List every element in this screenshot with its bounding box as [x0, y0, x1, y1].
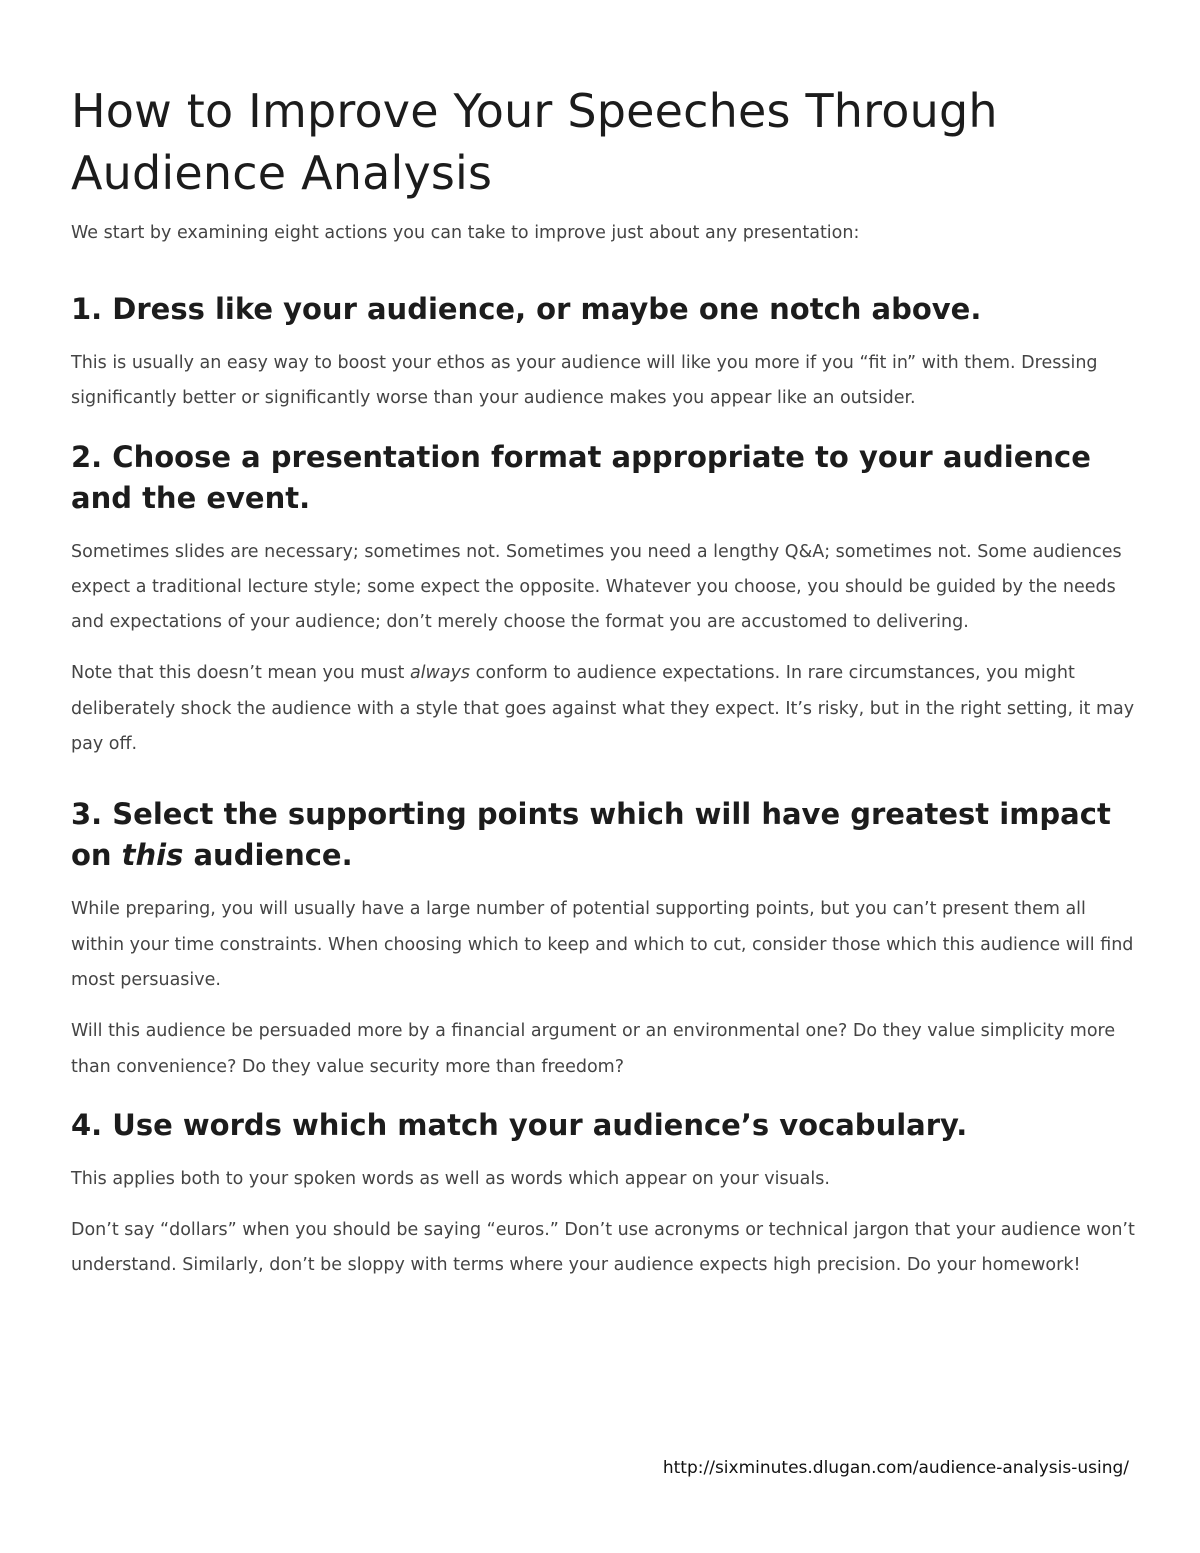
page-title: How to Improve Your Speeches Through Audience Analysis [71, 84, 998, 200]
section-1 [71, 289, 1141, 417]
intro-paragraph: We start by examining eight actions you can take to improve just about any presentation: [71, 223, 860, 243]
section-1-heading: 1. Dress like your audience, or maybe one notch above. [71, 292, 982, 326]
section-3-paragraph-2: Will this audience be persuaded more by a financial argument or an environmental one? Do they value simplicity more than convenience? Do they value security more than freedom? [71, 1021, 1116, 1077]
section-3-heading-emphasis: this [121, 838, 184, 873]
section-3-heading-after: audience. [183, 838, 353, 873]
section-4-paragraph-1: This applies both to your spoken words as well as words which appear on your visuals. [71, 1168, 830, 1189]
section-2-heading: 2. Choose a presentation format appropriate to your audience and the event. [71, 439, 1091, 515]
section-3-paragraph-1: While preparing, you will usually have a large number of potential supporting points, but you can’t present them all within your time constraints. When choosing which to keep and which to cut, consider those which this audience will find most persuasive. [71, 899, 1134, 990]
section-3 [71, 794, 1141, 1084]
section-3-heading [71, 794, 1141, 876]
section-4-heading: 4. Use words which match your audience’s vocabulary. [71, 1107, 968, 1142]
section-2-paragraph-2-after: conform to audience expectations. In rare circumstances, you might deliberately shock the audience with a style that goes against what they expect. It’s risky, but in the right setting, it may pay off. [71, 663, 1135, 755]
source-url: http://sixminutes.dlugan.com/audience-analysis-using/ [662, 1458, 1129, 1478]
section-1-paragraph-1: This is usually an easy way to boost your ethos as your audience will like you more if you “fit in” with them. Dressing significantly better or significantly worse than your audience makes you appear like an outsider. [71, 353, 1098, 409]
section-2-paragraph-2-emphasis: always [409, 663, 471, 684]
section-2 [71, 437, 1141, 763]
document-page [71, 80, 1141, 1300]
section-2-paragraph-2 [71, 656, 1141, 762]
section-3-heading-before: 3. Select the supporting points which will have greatest impact on [71, 797, 1111, 873]
section-2-paragraph-1: Sometimes slides are necessary; sometimes not. Sometimes you need a lengthy Q&A; sometimes not. Some audiences expect a traditional lecture style; some expect the opposite. Whatever you choose, you should be guided by the needs and expectations of your audience; don’t merely choose the format you are accustomed to delivering. [71, 541, 1122, 633]
section-2-paragraph-2-before: Note that this doesn’t mean you must [71, 663, 410, 684]
section-4-paragraph-2: Don’t say “dollars” when you should be saying “euros.” Don’t use acronyms or technical jargon that your audience won’t understand. Similarly, don’t be sloppy with terms where your audience expects high precision. Do your homework! [71, 1220, 1135, 1276]
section-4 [71, 1105, 1141, 1284]
